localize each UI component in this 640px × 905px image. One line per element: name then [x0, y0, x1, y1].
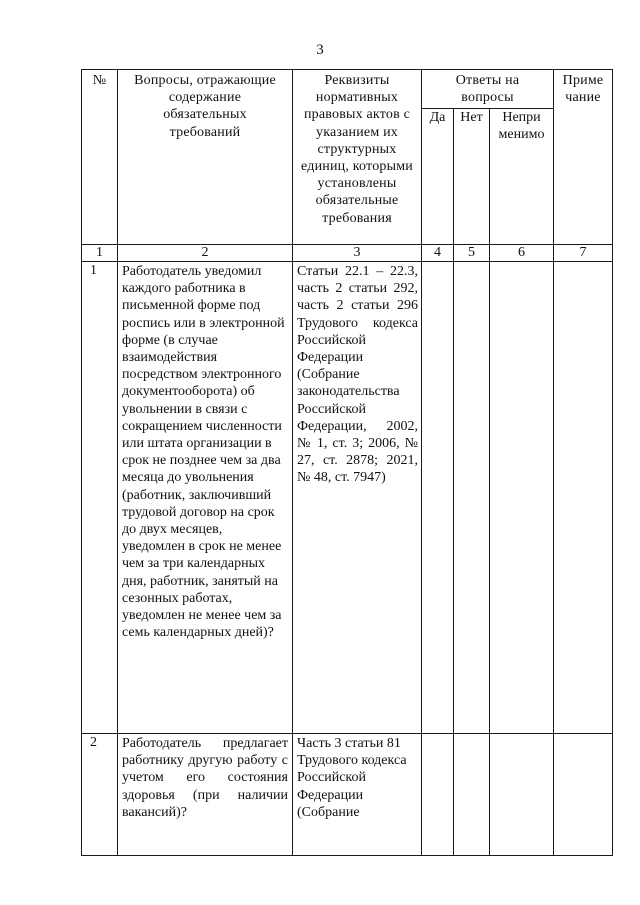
answer-yes-cell[interactable] — [422, 262, 454, 734]
note-cell[interactable] — [554, 734, 613, 856]
column-number: 6 — [490, 245, 554, 262]
column-number: 3 — [293, 245, 422, 262]
page-number: 3 — [316, 42, 324, 58]
answer-no-cell[interactable] — [454, 734, 490, 856]
header-yes: Да — [422, 109, 454, 245]
answer-no-cell[interactable] — [454, 262, 490, 734]
column-numbers-row — [82, 245, 613, 262]
row-number: 2 — [82, 734, 118, 856]
table-header-row — [82, 70, 613, 109]
table-row — [82, 734, 613, 856]
header-answers: Ответы на вопросы — [422, 70, 554, 109]
answer-not-applicable-cell[interactable] — [490, 262, 554, 734]
note-cell[interactable] — [554, 262, 613, 734]
column-number: 2 — [118, 245, 293, 262]
header-no-answer: Нет — [454, 109, 490, 245]
requirements-table — [81, 69, 613, 856]
requisites-text: Статьи 22.1 – 22.3, часть 2 статьи 292, часть 2 статьи 296 Трудового кодекса Российской Федерации (Собрание законодательства Российской Федерации, 2002, № 1, ст. 3; 2006, № 27, ст. 2878; 2021, № 48, ст. 7947) — [293, 262, 422, 734]
requisites-text: Часть 3 статьи 81 Трудового кодекса Российской Федерации (Собрание — [293, 734, 422, 856]
header-number: № — [82, 70, 118, 245]
answer-not-applicable-cell[interactable] — [490, 734, 554, 856]
column-number: 4 — [422, 245, 454, 262]
header-not-applicable: Непри менимо — [490, 109, 554, 245]
question-text: Работодатель предлагает работнику другую работу с учетом его состояния здоровья (при наличии вакансий)? — [118, 734, 293, 856]
answer-yes-cell[interactable] — [422, 734, 454, 856]
column-number: 7 — [554, 245, 613, 262]
table-row — [82, 262, 613, 734]
header-questions: Вопросы, отражающие содержание обязательных требований — [118, 70, 293, 245]
row-number: 1 — [82, 262, 118, 734]
header-requisites: Реквизиты нормативных правовых актов с указанием их структурных единиц, которыми установлены обязательные требования — [293, 70, 422, 245]
column-number: 5 — [454, 245, 490, 262]
column-number: 1 — [82, 245, 118, 262]
header-note: Приме чание — [554, 70, 613, 245]
question-text: Работодатель уведомил каждого работника в письменной форме под роспись или в электронной форме (в случае взаимодействия посредством электронного документооборота) об увольнении в связи с сокращением численности или штата организации в срок не позднее чем за два месяца до увольнения (работник, заключивший трудовой договор на срок до двух месяцев, уведомлен в срок не менее чем за три календарных дня, работник, занятый на сезонных работах, уведомлен не менее чем за семь календарных дней)? — [118, 262, 293, 734]
